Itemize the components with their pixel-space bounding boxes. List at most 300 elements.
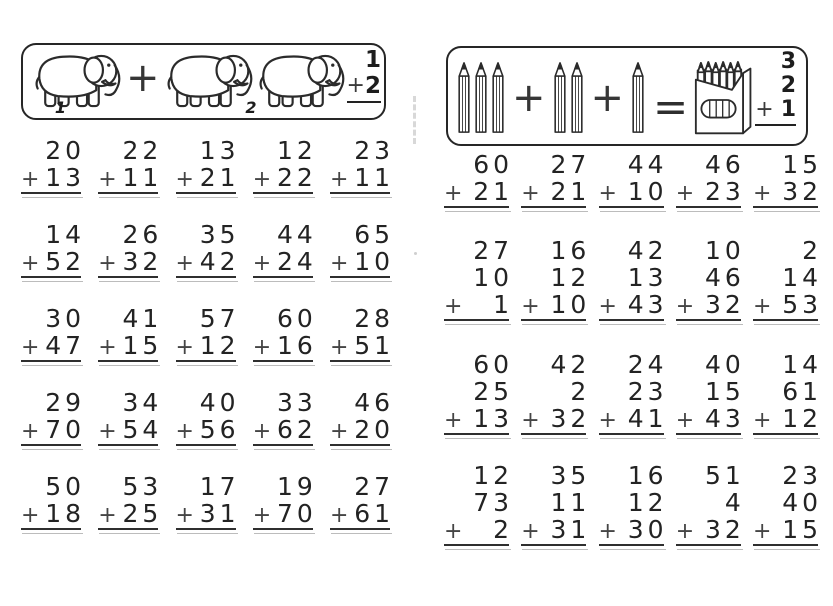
- plus-sign: +: [252, 167, 272, 192]
- addend: 11: [354, 163, 394, 192]
- addend: 34: [122, 388, 163, 417]
- pencil-icon: [474, 60, 488, 136]
- pencil-icon: [553, 60, 567, 136]
- problem-line: [753, 488, 822, 517]
- problem-line: [599, 488, 668, 517]
- addend: 56: [199, 415, 240, 444]
- problem-line: [330, 415, 394, 444]
- problem-line: [330, 388, 394, 417]
- answer-line: [176, 276, 236, 281]
- problem-line: [252, 415, 317, 444]
- addend: 42: [199, 247, 240, 276]
- addend: 33: [276, 388, 317, 417]
- addend: 12: [782, 404, 822, 433]
- answer-line: [176, 360, 236, 365]
- addend: 12: [473, 461, 513, 490]
- addition-problem: [444, 461, 513, 556]
- addend: 13: [473, 404, 513, 433]
- plus-sign: +: [21, 419, 40, 444]
- problem-line: [21, 388, 85, 417]
- addend: 4: [724, 488, 745, 517]
- sum-addend: 3: [780, 49, 796, 74]
- answer-line: [98, 444, 158, 449]
- problem-line: [521, 263, 591, 292]
- problem-line: [176, 304, 240, 333]
- addend: 61: [782, 377, 822, 406]
- addend: 15: [782, 515, 822, 544]
- problem-line: [675, 404, 745, 433]
- plus-sign: +: [753, 519, 772, 544]
- answer-line: [444, 319, 509, 324]
- problem-line: [444, 377, 513, 406]
- problem-line: [676, 350, 745, 379]
- answer-line: [755, 124, 796, 126]
- problem-line: [330, 499, 394, 528]
- plus-sign: +: [252, 419, 272, 444]
- problem-line: [521, 177, 591, 206]
- plus-sign: +: [598, 181, 617, 206]
- addend: 21: [473, 177, 513, 206]
- addend: 10: [354, 247, 394, 276]
- problem-line: [444, 350, 513, 379]
- addend: 70: [45, 415, 85, 444]
- addend: 23: [704, 177, 745, 206]
- problem-line: [753, 150, 822, 179]
- addend: 51: [704, 461, 745, 490]
- plus-sign: +: [21, 503, 40, 528]
- problem-line: [330, 304, 394, 333]
- addition-problem: [21, 388, 85, 472]
- addend: 27: [354, 472, 394, 501]
- addition-problem: [252, 472, 317, 556]
- problem-line: [330, 220, 394, 249]
- problem-line: [330, 331, 394, 360]
- addend: 12: [550, 263, 591, 292]
- answer-line: [444, 206, 509, 211]
- addend: 30: [45, 304, 85, 333]
- problem-line: [98, 136, 163, 165]
- addend: 42: [627, 236, 668, 265]
- addition-problem: [330, 388, 394, 472]
- addend: 32: [550, 404, 591, 433]
- problem-line: [98, 388, 163, 417]
- sum-line: [347, 73, 381, 99]
- answer-line: [444, 544, 509, 549]
- problem-line: [253, 472, 317, 501]
- pencil-icon: [491, 60, 505, 136]
- right-problems-grid: [444, 150, 822, 556]
- answer-line: [330, 360, 390, 365]
- addend: 40: [704, 350, 745, 379]
- addend: 30: [627, 515, 668, 544]
- plus-sign: +: [512, 75, 546, 121]
- addend: 51: [354, 331, 394, 360]
- problem-line: [521, 461, 591, 490]
- plus-sign: +: [126, 54, 160, 101]
- addend: 41: [122, 304, 163, 333]
- addition-problem: [252, 304, 317, 388]
- answer-line: [599, 206, 664, 211]
- addend: 21: [550, 177, 591, 206]
- plus-sign: +: [753, 294, 772, 319]
- pencil-group: [553, 60, 584, 136]
- addition-problem: [598, 150, 668, 236]
- addition-problem: [252, 136, 317, 220]
- elephant-icon: [255, 48, 347, 109]
- answer-line: [330, 276, 390, 281]
- addition-problem: [444, 236, 513, 350]
- addition-problem: [21, 136, 85, 220]
- problem-line: [252, 499, 317, 528]
- addend: 73: [473, 488, 513, 517]
- answer-line: [521, 433, 586, 438]
- sum-addend: 1: [364, 47, 381, 73]
- answer-line: [98, 528, 158, 533]
- problem-line: [599, 236, 668, 265]
- problem-line: [98, 331, 163, 360]
- addition-problem: [753, 150, 822, 236]
- addend: 2: [802, 236, 822, 265]
- plus-sign: +: [252, 335, 272, 360]
- addend: 31: [199, 499, 240, 528]
- problem-line: [98, 220, 163, 249]
- problem-line: [98, 499, 163, 528]
- pencil-icon: [457, 60, 471, 136]
- answer-line: [599, 433, 664, 438]
- problem-line: [598, 290, 668, 319]
- elephant-icon: [31, 48, 123, 109]
- addend: 23: [627, 377, 668, 406]
- addend: 25: [122, 499, 163, 528]
- addend: 44: [276, 220, 317, 249]
- addend: 35: [550, 461, 591, 490]
- problem-line: [676, 488, 745, 517]
- addend: 12: [627, 488, 668, 517]
- pencil-group: [631, 60, 645, 136]
- answer-line: [21, 528, 81, 533]
- plus-sign: +: [175, 251, 194, 276]
- answer-line: [330, 444, 390, 449]
- addend: 57: [199, 304, 240, 333]
- plus-sign: +: [330, 167, 349, 192]
- addition-problem: [330, 304, 394, 388]
- sum-line: [755, 50, 796, 74]
- problem-line: [599, 377, 668, 406]
- answer-line: [753, 433, 818, 438]
- addend: 23: [354, 136, 394, 165]
- problem-line: [598, 404, 668, 433]
- addend: 24: [276, 247, 317, 276]
- answer-line: [253, 276, 313, 281]
- problem-line: [21, 136, 85, 165]
- addition-problem: [175, 472, 240, 556]
- addition-problem: [521, 236, 591, 350]
- problem-line: [330, 163, 394, 192]
- problem-line: [753, 404, 822, 433]
- addition-problem: [330, 472, 394, 556]
- problem-line: [753, 461, 822, 490]
- addend: 20: [45, 136, 85, 165]
- addend: 27: [550, 150, 591, 179]
- addition-problem: [252, 388, 317, 472]
- answer-line: [521, 206, 586, 211]
- sum-line: [755, 74, 796, 98]
- problem-line: [599, 350, 668, 379]
- plus-sign: +: [675, 519, 695, 544]
- addend: 47: [45, 331, 85, 360]
- addition-problem: [598, 350, 668, 461]
- addend: 43: [704, 404, 745, 433]
- elephant-group: [163, 48, 347, 116]
- problem-line: [176, 136, 240, 165]
- plus-sign: +: [675, 294, 695, 319]
- pencil-groups: [457, 60, 645, 136]
- plus-sign: +: [330, 503, 349, 528]
- problem-line: [521, 350, 591, 379]
- addend: 19: [276, 472, 317, 501]
- addend: 22: [276, 163, 317, 192]
- addition-problem: [521, 461, 591, 556]
- answer-line: [21, 444, 81, 449]
- elephant-groups: [31, 48, 347, 116]
- problem-line: [676, 263, 745, 292]
- addition-problem: [521, 150, 591, 236]
- addend: 46: [704, 150, 745, 179]
- plus-sign: +: [175, 503, 194, 528]
- addition-problem: [21, 220, 85, 304]
- addend: 18: [45, 499, 85, 528]
- problem-line: [521, 290, 591, 319]
- plus-sign: +: [590, 75, 625, 121]
- plus-sign: +: [444, 181, 463, 206]
- problem-line: [521, 404, 591, 433]
- problem-line: [176, 472, 240, 501]
- addend: 61: [354, 499, 394, 528]
- plus-sign: +: [755, 97, 774, 122]
- addition-problem: [21, 472, 85, 556]
- addition-problem: [675, 461, 745, 556]
- problem-line: [98, 304, 163, 333]
- problem-line: [753, 377, 822, 406]
- addend: 25: [473, 377, 513, 406]
- problem-line: [444, 263, 513, 292]
- plus-sign: +: [346, 73, 365, 98]
- elephant-header-box: [21, 43, 386, 120]
- problem-line: [444, 290, 513, 319]
- addend: 21: [199, 163, 240, 192]
- addend: 54: [122, 415, 163, 444]
- answer-line: [176, 528, 236, 533]
- answer-line: [98, 276, 158, 281]
- addition-problem: [175, 388, 240, 472]
- problem-line: [753, 177, 822, 206]
- addend: 10: [627, 177, 668, 206]
- problem-line: [175, 163, 240, 192]
- addend: 16: [627, 461, 668, 490]
- addition-problem: [330, 220, 394, 304]
- addend: 12: [276, 136, 317, 165]
- plus-sign: +: [175, 419, 194, 444]
- answer-line: [253, 360, 313, 365]
- problem-line: [21, 220, 85, 249]
- pencil-box-icon: [694, 60, 755, 140]
- problem-line: [444, 515, 513, 544]
- addition-problem: [598, 461, 668, 556]
- pencil-icon: [570, 60, 584, 136]
- addend: 65: [354, 220, 394, 249]
- plus-sign: +: [21, 167, 40, 192]
- problem-line: [521, 150, 591, 179]
- problem-line: [521, 515, 591, 544]
- answer-line: [98, 360, 158, 365]
- answer-line: [676, 544, 741, 549]
- plus-sign: +: [444, 519, 463, 544]
- answer-line: [599, 319, 664, 324]
- answer-line: [330, 192, 390, 197]
- addend: 2: [493, 515, 513, 544]
- addend: 14: [782, 350, 822, 379]
- problem-line: [176, 220, 240, 249]
- problem-line: [21, 163, 85, 192]
- plus-sign: +: [753, 181, 772, 206]
- addend: 13: [627, 263, 668, 292]
- addend: 16: [550, 236, 591, 265]
- plus-sign: +: [175, 335, 194, 360]
- plus-sign: +: [98, 167, 117, 192]
- addition-problem: [444, 150, 513, 236]
- answer-line: [753, 319, 818, 324]
- addend: 32: [122, 247, 163, 276]
- addend: 26: [122, 220, 163, 249]
- problem-line: [253, 304, 317, 333]
- addition-problem: [598, 236, 668, 350]
- addend: 15: [704, 377, 745, 406]
- answer-line: [676, 319, 741, 324]
- plus-sign: +: [21, 251, 40, 276]
- addend: 52: [45, 247, 85, 276]
- addition-problem: [444, 350, 513, 461]
- sum-line: [347, 47, 381, 73]
- problem-line: [598, 177, 668, 206]
- answer-line: [176, 192, 236, 197]
- answer-line: [98, 192, 158, 197]
- problem-line: [21, 331, 85, 360]
- answer-line: [21, 360, 81, 365]
- answer-line: [753, 206, 818, 211]
- problem-line: [599, 263, 668, 292]
- problem-line: [330, 247, 394, 276]
- sum-addend: 2: [364, 73, 381, 99]
- plus-sign: +: [98, 419, 117, 444]
- plus-sign: +: [21, 335, 40, 360]
- problem-line: [598, 515, 668, 544]
- addend: 40: [199, 388, 240, 417]
- addend: 2: [570, 377, 591, 406]
- problem-line: [253, 220, 317, 249]
- addition-problem: [175, 220, 240, 304]
- problem-line: [676, 236, 745, 265]
- plus-sign: +: [753, 408, 772, 433]
- addition-problem: [675, 350, 745, 461]
- plus-sign: +: [330, 419, 349, 444]
- problem-line: [676, 150, 745, 179]
- answer-line: [330, 528, 390, 533]
- plus-sign: +: [675, 408, 695, 433]
- problem-line: [521, 488, 591, 517]
- problem-line: [521, 377, 591, 406]
- addend: 42: [550, 350, 591, 379]
- addend: 1: [493, 290, 513, 319]
- addend: 23: [782, 461, 822, 490]
- plus-sign: +: [444, 294, 463, 319]
- addend: 46: [704, 263, 745, 292]
- problem-line: [675, 290, 745, 319]
- addend: 22: [122, 136, 163, 165]
- plus-sign: +: [252, 251, 272, 276]
- plus-sign: +: [98, 503, 117, 528]
- problem-line: [253, 388, 317, 417]
- addend: 14: [782, 263, 822, 292]
- header-sum: [755, 50, 796, 126]
- addend: 32: [704, 515, 745, 544]
- plus-sign: +: [444, 408, 463, 433]
- plus-sign: +: [598, 408, 617, 433]
- plus-sign: +: [675, 181, 695, 206]
- sum-addend: 1: [780, 97, 796, 122]
- answer-line: [21, 192, 81, 197]
- elephant-group: [31, 48, 123, 116]
- problem-line: [753, 236, 822, 265]
- addition-problem: [175, 136, 240, 220]
- addend: 10: [473, 263, 513, 292]
- problem-line: [21, 304, 85, 333]
- plus-sign: +: [521, 519, 540, 544]
- addend: 16: [276, 331, 317, 360]
- problem-line: [444, 461, 513, 490]
- fold-mark: [413, 96, 416, 144]
- problem-line: [175, 499, 240, 528]
- answer-line: [253, 444, 313, 449]
- problem-line: [444, 404, 513, 433]
- addend: 50: [45, 472, 85, 501]
- answer-line: [444, 433, 509, 438]
- addend: 20: [354, 415, 394, 444]
- addend: 53: [122, 472, 163, 501]
- answer-line: [176, 444, 236, 449]
- addend: 27: [473, 236, 513, 265]
- addend: 44: [627, 150, 668, 179]
- problem-line: [252, 247, 317, 276]
- addend: 13: [199, 136, 240, 165]
- addend: 31: [550, 515, 591, 544]
- addend: 15: [122, 331, 163, 360]
- problem-line: [98, 472, 163, 501]
- answer-line: [521, 319, 586, 324]
- addend: 62: [276, 415, 317, 444]
- addition-problem: [753, 350, 822, 461]
- addition-problem: [521, 350, 591, 461]
- addition-problem: [252, 220, 317, 304]
- answer-line: [599, 544, 664, 549]
- addend: 11: [550, 488, 591, 517]
- problem-line: [675, 177, 745, 206]
- addend: 28: [354, 304, 394, 333]
- addend: 53: [782, 290, 822, 319]
- pencil-group: [457, 60, 505, 136]
- answer-line: [253, 528, 313, 533]
- answer-line: [21, 276, 81, 281]
- problem-line: [521, 236, 591, 265]
